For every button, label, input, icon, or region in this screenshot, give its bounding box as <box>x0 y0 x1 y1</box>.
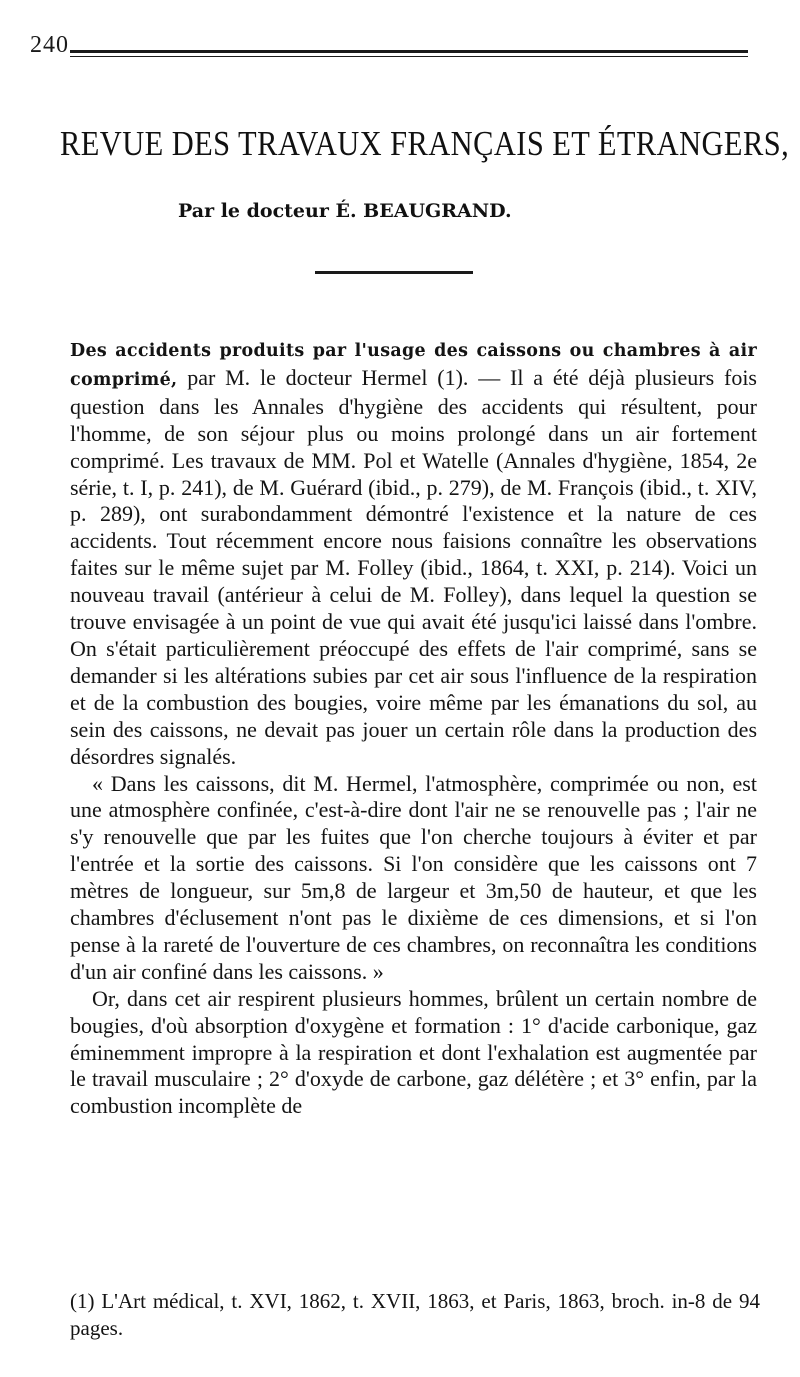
paragraph-3: Or, dans cet air respirent plusieurs hommes, brûlent un certain nombre de bougies, d'où absorption d'oxygène et formation : 1° d'acide carbonique, gaz éminemment impropre à la respiration et dont l'exhalation est augmentée par le travail musculaire ; 2° d'oxyde de carbone, gaz délétère ; et 3° enfin, par la combustion incomplète de <box>70 985 757 1119</box>
page-number: 240 <box>30 32 69 58</box>
title-rule <box>315 271 473 274</box>
article-lead-in: Des accidents produits par l'usage des caissons ou chambres à air comprimé, <box>70 341 757 390</box>
section-title: REVUE DES TRAVAUX FRANÇAIS ET ÉTRANGERS, <box>60 124 790 163</box>
header-rule-thin <box>70 56 748 57</box>
article-body <box>70 336 757 1120</box>
header-rule <box>70 50 748 53</box>
byline: Par le docteur É. BEAUGRAND. <box>178 200 512 222</box>
paragraph-2: « Dans les caissons, dit M. Hermel, l'atmosphère, comprimée ou non, est une atmosphère confinée, c'est-à-dire dont l'air ne se renouvelle pas ; l'air ne s'y renouvelle que par les fuites que l'on cherche toujours à éviter et par l'entrée et la sortie des caissons. Si l'on considère que les caissons ont 7 mètres de longueur, sur 5m,8 de largeur et 3m,50 de hauteur, et que les chambres d'éclusement n'ont pas le dixième de ces dimensions, et si l'on pense à la rareté de l'ouverture de ces chambres, on reconnaîtra les conditions d'un air confiné dans les caissons. » <box>70 770 757 984</box>
footnote: (1) L'Art médical, t. XVI, 1862, t. XVII, 1863, et Paris, 1863, broch. in-8 de 94 pages. <box>70 1289 760 1340</box>
paragraph-1 <box>70 336 757 771</box>
paragraph-1-text: par M. le docteur Hermel (1). — Il a été déjà plusieurs fois question dans les Annales d'hygiène des accidents qui résultent, pour l'homme, de son séjour plus ou moins prolongé dans un air fortement comprimé. Les travaux de MM. Pol et Watelle (Annales d'hygiène, 1854, 2e série, t. I, p. 241), de M. Guérard (ibid., p. 279), de M. François (ibid., t. XIV, p. 289), ont surabondamment démontré l'existence et la nature de ces accidents. Tout récemment encore nous faisions connaître les observations faites sur le même sujet par M. Folley (ibid., 1864, t. XXI, p. 214). Voici un nouveau travail (antérieur à celui de M. Folley), dans lequel la question se trouve envisagée à un point de vue qui avait été jusqu'ici laissé dans l'ombre. On s'était particulièrement préoccupé des effets de l'air comprimé, sans se demander si les altérations subies par cet air sous l'influence de la respiration et de la combustion des bougies, voire même par les émanations du sol, au sein des caissons, ne devait pas jouer un certain rôle dans la production des désordres signalés. <box>70 364 757 769</box>
